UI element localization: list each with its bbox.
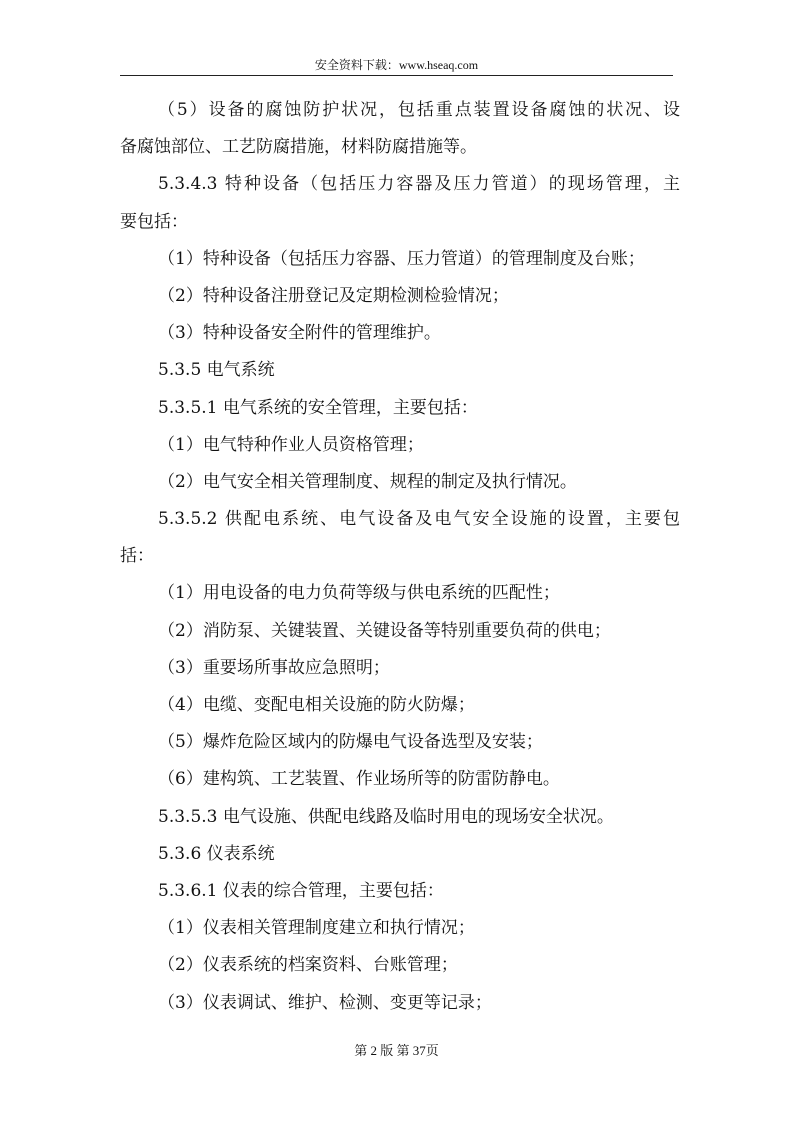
text-line: （1）仪表相关管理制度建立和执行情况； xyxy=(158,918,475,939)
text-line: 5.3.5 电气系统 xyxy=(158,360,275,381)
text-line: 备腐蚀部位、工艺防腐措施，材料防腐措施等。 xyxy=(120,137,477,158)
text-line: 要包括： xyxy=(120,211,188,232)
text-line: （3）仪表调试、维护、检测、变更等记录； xyxy=(158,992,492,1013)
page-header: 安全资料下载：www.hseaq.com xyxy=(314,58,479,72)
text-line: （2）特种设备注册登记及定期检测检验情况； xyxy=(158,285,509,306)
text-line: （1）用电设备的电力负荷等级与供电系统的匹配性； xyxy=(158,583,560,604)
text-line: 括： xyxy=(120,546,154,567)
text-line: （5）爆炸危险区域内的防爆电气设备选型及安装； xyxy=(158,732,543,753)
text-line: （2）消防泵、关键装置、关键设备等特别重要负荷的供电； xyxy=(158,620,611,641)
document-body xyxy=(120,92,680,1022)
text-line: （6）建构筑、工艺装置、作业场所等的防雷防静电。 xyxy=(158,769,560,790)
text-line: （2）仪表系统的档案资料、台账管理； xyxy=(158,955,458,976)
text-line: （2）电气安全相关管理制度、规程的制定及执行情况。 xyxy=(158,471,577,492)
text-line: （3）特种设备安全附件的管理维护。 xyxy=(158,323,441,344)
page-footer: 第 2 版 第 37页 xyxy=(354,1043,439,1058)
text-line: （4）电缆、变配电相关设施的防火防爆； xyxy=(158,695,475,715)
text-line: （1）电气特种作业人员资格管理； xyxy=(158,434,424,455)
text-line: 5.3.4.3 特种设备（包括压力容器及压力管道）的现场管理，主 xyxy=(158,174,680,195)
text-line: 5.3.5.2 供配电系统、电气设备及电气安全设施的设置，主要包 xyxy=(158,509,680,530)
header-divider xyxy=(120,75,673,76)
text-line: 5.3.5.1 电气系统的安全管理，主要包括： xyxy=(158,397,478,418)
text-line: 5.3.5.3 电气设施、供配电线路及临时用电的现场安全状况。 xyxy=(158,806,614,827)
text-line: （5）设备的腐蚀防护状况，包括重点装置设备腐蚀的状况、设 xyxy=(158,100,680,120)
text-line: 5.3.6.1 仪表的综合管理，主要包括： xyxy=(158,880,444,901)
text-line: （3）重要场所事故应急照明； xyxy=(158,657,390,678)
text-line: （1）特种设备（包括压力容器、压力管道）的管理制度及台账； xyxy=(158,248,645,269)
text-line: 5.3.6 仪表系统 xyxy=(158,843,275,864)
